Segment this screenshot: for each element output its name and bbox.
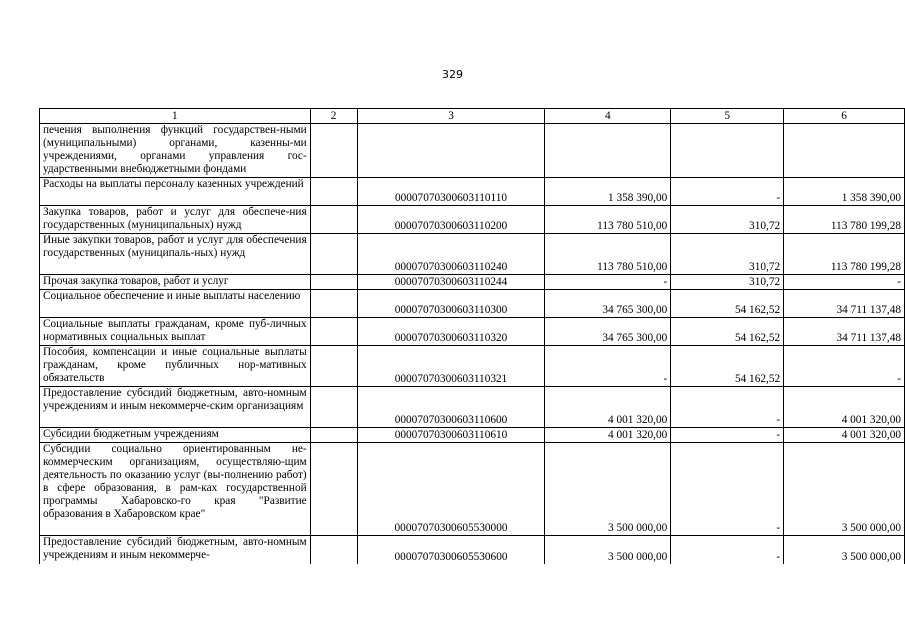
row-col5-value: - [671, 428, 784, 443]
row-col2-cell [310, 234, 357, 275]
row-col4-value: 4 001 320,00 [545, 428, 671, 443]
row-col5-value: 310,72 [671, 206, 784, 234]
row-col5-value: - [671, 536, 784, 564]
row-code-cell: 00007070300603110200 [357, 206, 545, 234]
row-code-cell: 00007070300603110320 [357, 318, 545, 346]
row-col6-value: 4 001 320,00 [784, 387, 905, 428]
row-col6-value [784, 124, 905, 178]
row-col4-value: 4 001 320,00 [545, 387, 671, 428]
row-col2-cell [310, 443, 357, 536]
row-code-cell: 00007070300603110244 [357, 275, 545, 290]
row-name-cell: Прочая закупка товаров, работ и услуг [40, 275, 311, 290]
row-col6-value: 3 500 000,00 [784, 443, 905, 536]
header-cell-5: 5 [671, 109, 784, 124]
row-name-cell: Иные закупки товаров, работ и услуг для обеспечения государственных (муниципаль-ных) нужд [40, 234, 311, 275]
table-header-row [40, 109, 905, 124]
row-col2-cell [310, 275, 357, 290]
row-col4-value: - [545, 346, 671, 387]
row-name-cell: Предоставление субсидий бюджетным, авто-номным учреждениям и иным некоммерче- [40, 536, 311, 564]
row-col2-cell [310, 536, 357, 564]
table-row [40, 443, 905, 536]
row-col4-value: 3 500 000,00 [545, 536, 671, 564]
row-code-cell: 00007070300603110240 [357, 234, 545, 275]
row-col4-value: 113 780 510,00 [545, 206, 671, 234]
row-name-cell: Пособия, компенсации и иные социальные выплаты гражданам, кроме публичных нор-мативных обязательств [40, 346, 311, 387]
row-col2-cell [310, 206, 357, 234]
row-col5-value: 54 162,52 [671, 290, 784, 318]
row-col6-value: - [784, 275, 905, 290]
row-col2-cell [310, 178, 357, 206]
row-name-cell: Социальные выплаты гражданам, кроме пуб-личных нормативных социальных выплат [40, 318, 311, 346]
row-col6-value: 113 780 199,28 [784, 206, 905, 234]
row-col4-value [545, 124, 671, 178]
table-row [40, 206, 905, 234]
row-col2-cell [310, 124, 357, 178]
table-row [40, 234, 905, 275]
row-col5-value: - [671, 443, 784, 536]
row-code-cell: 00007070300603110610 [357, 428, 545, 443]
row-col6-value: 3 500 000,00 [784, 536, 905, 564]
row-col4-value: 1 358 390,00 [545, 178, 671, 206]
row-col2-cell [310, 428, 357, 443]
row-name-cell: Расходы на выплаты персоналу казенных учреждений [40, 178, 311, 206]
row-col6-value: 34 711 137,48 [784, 318, 905, 346]
row-code-cell: 00007070300603110321 [357, 346, 545, 387]
table-row [40, 290, 905, 318]
row-col5-value: 310,72 [671, 275, 784, 290]
header-cell-2: 2 [310, 109, 357, 124]
table-row [40, 124, 905, 178]
table-row [40, 178, 905, 206]
row-code-cell [357, 124, 545, 178]
header-cell-3: 3 [357, 109, 545, 124]
row-col4-value: 3 500 000,00 [545, 443, 671, 536]
row-name-cell: Социальное обеспечение и иные выплаты населению [40, 290, 311, 318]
row-col4-value: - [545, 275, 671, 290]
row-col6-value: 34 711 137,48 [784, 290, 905, 318]
row-name-cell: Субсидии социально ориентированным не-коммерческим организациям, осуществляю-щим деятельность по оказанию услуг (вы-полнению работ) в сфере образования, в рам-ках государственной программы Хабаровско-го края "Развитие образования в Хабаровском крае" [40, 443, 311, 536]
table-row [40, 536, 905, 564]
row-col6-value: - [784, 346, 905, 387]
header-cell-1: 1 [40, 109, 311, 124]
row-code-cell: 00007070300603110600 [357, 387, 545, 428]
row-col5-value [671, 124, 784, 178]
row-name-cell: Субсидии бюджетным учреждениям [40, 428, 311, 443]
header-cell-6: 6 [784, 109, 905, 124]
budget-table [39, 108, 905, 564]
row-code-cell: 00007070300605530600 [357, 536, 545, 564]
row-col6-value: 1 358 390,00 [784, 178, 905, 206]
row-col4-value: 113 780 510,00 [545, 234, 671, 275]
table-row [40, 428, 905, 443]
row-code-cell: 00007070300603110300 [357, 290, 545, 318]
table-row [40, 387, 905, 428]
row-code-cell: 00007070300605530000 [357, 443, 545, 536]
table-row [40, 346, 905, 387]
row-col5-value: 54 162,52 [671, 318, 784, 346]
row-col5-value: - [671, 387, 784, 428]
row-col4-value: 34 765 300,00 [545, 290, 671, 318]
row-name-cell: Закупка товаров, работ и услуг для обеспече-ния государственных (муниципальных) нужд [40, 206, 311, 234]
table-row [40, 275, 905, 290]
row-col5-value: 54 162,52 [671, 346, 784, 387]
row-name-cell: Предоставление субсидий бюджетным, авто-номным учреждениям и иным некоммерче-ским организациям [40, 387, 311, 428]
row-col6-value: 4 001 320,00 [784, 428, 905, 443]
row-col5-value: 310,72 [671, 234, 784, 275]
row-col2-cell [310, 290, 357, 318]
row-col2-cell [310, 346, 357, 387]
row-col5-value: - [671, 178, 784, 206]
header-cell-4: 4 [545, 109, 671, 124]
row-col2-cell [310, 387, 357, 428]
row-name-cell: печения выполнения функций государствен-ными (муниципальными) органами, казенны-ми учреждениями, органами управления гос-ударственными внебюджетными фондами [40, 124, 311, 178]
row-col6-value: 113 780 199,28 [784, 234, 905, 275]
row-col2-cell [310, 318, 357, 346]
row-code-cell: 00007070300603110110 [357, 178, 545, 206]
row-col4-value: 34 765 300,00 [545, 318, 671, 346]
page-number: 329 [442, 68, 463, 81]
table-row [40, 318, 905, 346]
